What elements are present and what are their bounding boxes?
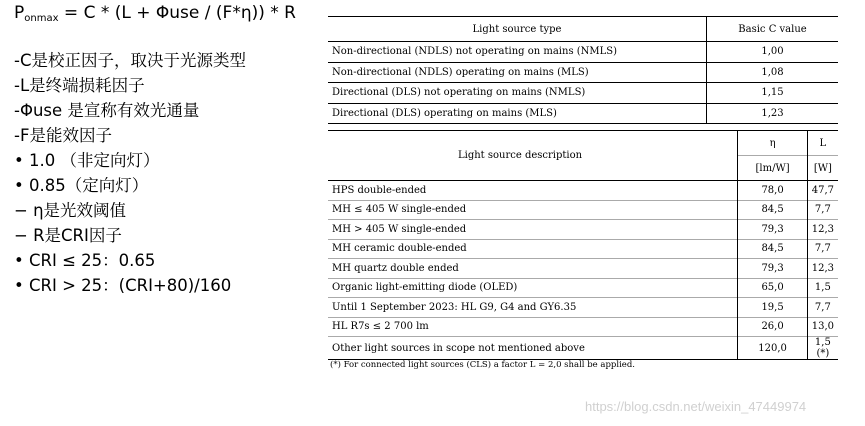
cell-l: 12,3 xyxy=(807,259,838,279)
table-row xyxy=(328,83,838,104)
cell-type: Non-directional (NDLS) not operating on mains (NMLS) xyxy=(328,42,707,63)
cell-description: Other light sources in scope not mentioned above xyxy=(328,337,738,360)
formula xyxy=(14,2,332,30)
table-row xyxy=(328,337,838,360)
table-row xyxy=(328,278,838,298)
cell-eta: 79,3 xyxy=(738,220,807,240)
cell-eta: 65,0 xyxy=(738,278,807,298)
header-light-source-type: Light source type xyxy=(328,17,707,42)
cell-l: 13,0 xyxy=(807,317,838,337)
table-row xyxy=(328,239,838,259)
table-row xyxy=(328,103,838,124)
table-footnote: (*) For connected light sources (CLS) a factor L = 2,0 shall be applied. xyxy=(330,360,635,370)
note-line: -C是校正因子，取决于光源类型 xyxy=(14,51,246,70)
note-line: − R是CRI因子 xyxy=(14,226,122,245)
formula-p: P xyxy=(14,3,25,23)
cell-description: HPS double-ended xyxy=(328,181,738,201)
cell-eta: 78,0 xyxy=(738,181,807,201)
unit-l: [W] xyxy=(807,156,838,181)
cell-description: Until 1 September 2023: HL G9, G4 and GY6.35 xyxy=(328,298,738,318)
cell-eta: 84,5 xyxy=(738,239,807,259)
cell-description: MH > 405 W single-ended xyxy=(328,220,738,240)
table-row xyxy=(328,317,838,337)
table-row xyxy=(328,42,838,63)
cell-l: 47,7 xyxy=(811,184,834,196)
cell-l: 7,7 xyxy=(807,200,838,220)
table-row xyxy=(328,220,838,240)
table-row xyxy=(328,200,838,220)
table-row xyxy=(328,181,838,201)
unit-eta: [lm/W] xyxy=(738,156,807,181)
note-line: • CRI ≤ 25：0.65 xyxy=(14,251,156,270)
cell-eta: 84,5 xyxy=(738,200,807,220)
notes-panel xyxy=(14,2,332,298)
table-row xyxy=(328,62,838,83)
cell-description: MH ceramic double-ended xyxy=(328,239,738,259)
cell-l: 1,5 (*) xyxy=(807,337,838,360)
header-eta: η xyxy=(738,131,807,156)
header-basic-c-value: Basic C value xyxy=(707,17,839,42)
note-line: -Φuse 是宣称有效光通量 xyxy=(14,101,200,120)
cell-l: 7,7 xyxy=(807,298,838,318)
cell-description: HL R7s ≤ 2 700 lm xyxy=(328,317,738,337)
cell-l: 7,7 xyxy=(807,239,838,259)
cell-eta: 26,0 xyxy=(738,317,807,337)
c-value-table xyxy=(328,16,838,124)
table-header-row xyxy=(328,17,838,42)
note-line: • 0.85（定向灯） xyxy=(14,176,149,195)
cell-description: Organic light-emitting diode (OLED) xyxy=(328,278,738,298)
efficacy-table xyxy=(328,130,838,360)
cell-c-value: 1,08 xyxy=(707,62,839,83)
cell-c-value: 1,23 xyxy=(707,103,839,124)
cell-c-value: 1,00 xyxy=(707,42,839,63)
cell-type: Directional (DLS) operating on mains (MLS) xyxy=(328,103,707,124)
watermark: https://blog.csdn.net/weixin_47449974 xyxy=(585,399,807,414)
header-l: L xyxy=(807,131,838,156)
cell-l: 1,5 xyxy=(807,278,838,298)
table-row xyxy=(328,298,838,318)
note-line: • CRI > 25：(CRI+80)/160 xyxy=(14,276,232,295)
cell-type: Directional (DLS) not operating on mains (NMLS) xyxy=(328,83,707,104)
cell-eta: 79,3 xyxy=(738,259,807,279)
note-line: • 1.0 （非定向灯） xyxy=(14,151,160,170)
cell-description: MH quartz double ended xyxy=(328,259,738,279)
formula-body: = C * (L + Φuse / (F*η)) * R xyxy=(58,3,296,23)
cell-eta: 19,5 xyxy=(738,298,807,318)
cell-c-value: 1,15 xyxy=(707,83,839,104)
table-row xyxy=(328,259,838,279)
note-line: -L是终端损耗因子 xyxy=(14,76,145,95)
cell-eta: 120,0 xyxy=(738,337,807,360)
header-light-source-description: Light source description xyxy=(328,131,738,181)
note-line: -F是能效因子 xyxy=(14,126,112,145)
note-line: − η是光效阈值 xyxy=(14,201,127,220)
cell-type: Non-directional (NDLS) operating on mains (MLS) xyxy=(328,62,707,83)
table-header-row xyxy=(328,131,838,156)
cell-l: 12,3 xyxy=(807,220,838,240)
formula-subscript: onmax xyxy=(24,13,59,24)
cell-description: MH ≤ 405 W single-ended xyxy=(328,200,738,220)
